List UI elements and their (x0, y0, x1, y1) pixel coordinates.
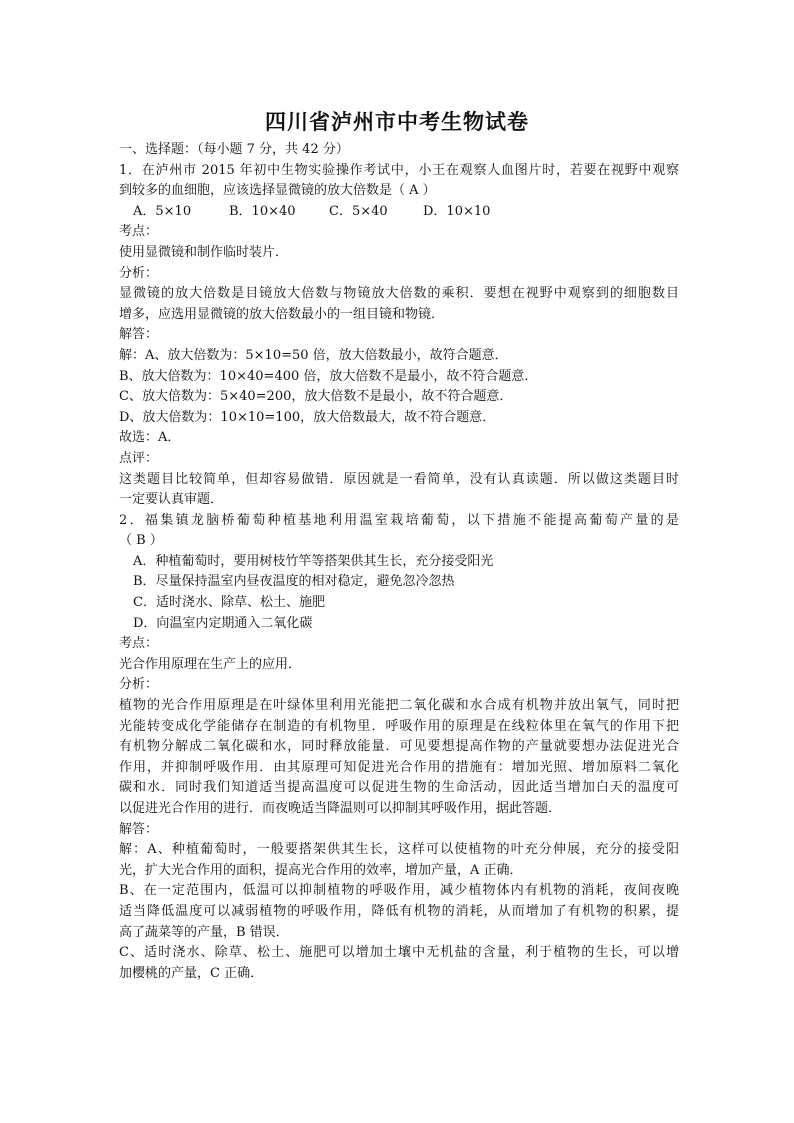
q2-jieda-line: 适当降低温度可以减弱植物的呼吸作用，降低有机物的消耗，从而增加了有机物的积累，提 (119, 903, 679, 919)
q2-jieda-line: 解：A、种植葡萄时，一般要搭架供其生长，这样可以使植物的叶充分伸展，充分的接受阳 (119, 842, 679, 858)
q1-option-d: D．10×10 (423, 203, 491, 219)
q2-option-b: B．尽量保持温室内昼夜温度的相对稳定，避免忽冷忽热 (133, 574, 455, 590)
q1-dianping-line-2: 一定要认真审题． (119, 492, 224, 508)
q1-stem-line-2: 到较多的血细胞，应该选择显微镜的放大倍数是（ A ） (119, 183, 436, 199)
q1-kaodian: 使用显微镜和制作临时装片． (119, 244, 289, 260)
document-body (119, 140, 679, 984)
q1-jieda-label: 解答： (119, 327, 159, 343)
q2-fenxi-line: 作用，并抑制呼吸作用．由其原理可知促进光合作用的措施有：增加光照、增加原料二氧化 (119, 759, 679, 775)
q1-option-c: C．5×40 (329, 203, 388, 219)
q2-jieda-line: 高了蔬菜等的产量，B 错误． (119, 924, 289, 940)
q1-option-a: A．5×10 (133, 203, 192, 219)
q2-option-a: A．种植葡萄时，要用树枝竹竿等搭架供其生长，充分接受阳光 (133, 553, 494, 569)
q2-option-d: D．向温室内定期通入二氧化碳 (133, 615, 313, 631)
section-header: 一、选择题：（每小题 7 分，共 42 分） (119, 142, 349, 157)
q1-jieda-line: 解：A、放大倍数为：5×10=50 倍，放大倍数最小，故符合题意． (119, 347, 508, 363)
q2-fenxi-line: 有机物分解成二氧化碳和水，同时释放能量．可见要想提高作物的产量就要想办法促进光合 (119, 739, 679, 755)
q1-dianping-label: 点评： (119, 450, 159, 466)
q2-jieda-line: 加樱桃的产量，C 正确． (119, 965, 264, 981)
q1-jieda-line: B、放大倍数为：10×40=400 倍，放大倍数不是最小，故不符合题意． (119, 368, 538, 384)
q2-fenxi-line: 碳和水．同时我们知道适当提高温度可以促进生物的生命活动，因此适当增加白天的温度可 (119, 780, 679, 796)
q2-kaodian-label: 考点： (119, 636, 159, 652)
q1-option-b: B．10×40 (229, 203, 296, 219)
q2-jieda-line: C、适时浇水、除草、松土、施肥可以增加土壤中无机盐的含量，利于植物的生长，可以增 (119, 945, 679, 961)
q2-jieda-label: 解答： (119, 821, 159, 837)
q1-fenxi-label: 分析： (119, 265, 159, 281)
q1-fenxi-line-1: 显微镜的放大倍数是目镜放大倍数与物镜放大倍数的乘积．要想在视野中观察到的细胞数目 (119, 286, 679, 302)
q1-kaodian-label: 考点： (119, 224, 159, 240)
q2-fenxi-line: 以促进光合作用的进行．而夜晚适当降温则可以抑制其呼吸作用，据此答题． (119, 801, 562, 816)
q1-jieda-line: 故选：A． (119, 430, 181, 446)
q2-fenxi-line: 光能转变成化学能储存在制造的有机物里．呼吸作用的原理是在线粒体里在氧气的作用下把 (119, 718, 679, 734)
q1-fenxi-line-2: 增多，应选用显微镜的放大倍数最小的一组目镜和物镜． (119, 306, 445, 322)
q1-jieda-line: C、放大倍数为：5×40=200，放大倍数不是最小，故不符合题意． (119, 389, 513, 405)
q2-option-c: C．适时浇水、除草、松土、施肥 (133, 595, 325, 611)
q1-dianping-line-1: 这类题目比较简单，但却容易做错．原因就是一看简单，没有认真读题．所以做这类题目时 (119, 471, 679, 487)
q2-jieda-line: B、在一定范围内，低温可以抑制植物的呼吸作用，减少植物体内有机物的消耗，夜间夜晚 (119, 883, 679, 899)
q1-stem-line-1: 1．在泸州市 2015 年初中生物实验操作考试中，小王在观察人血图片时，若要在视野中观察 (119, 162, 679, 178)
q2-jieda-line: 光，扩大光合作用的面积，提高光合作用的效率，增加产量，A 正确． (119, 862, 523, 878)
q2-fenxi-line: 植物的光合作用原理是在叶绿体里利用光能把二氧化碳和水合成有机物并放出氧气，同时把 (119, 698, 679, 714)
q2-stem-line-2: （ B ） (119, 533, 163, 549)
q2-stem-line-1: 2．福集镇龙脑桥葡萄种植基地利用温室栽培葡萄，以下措施不能提高葡萄产量的是 (119, 512, 679, 528)
page-title: 四川省泸州市中考生物试卷 (265, 109, 529, 134)
q1-options (119, 202, 679, 223)
q1-jieda-line: D、放大倍数为：10×10=100，放大倍数最大，故不符合题意． (119, 409, 496, 425)
q2-kaodian: 光合作用原理在生产上的应用． (119, 656, 302, 672)
q2-fenxi-label: 分析： (119, 677, 159, 693)
